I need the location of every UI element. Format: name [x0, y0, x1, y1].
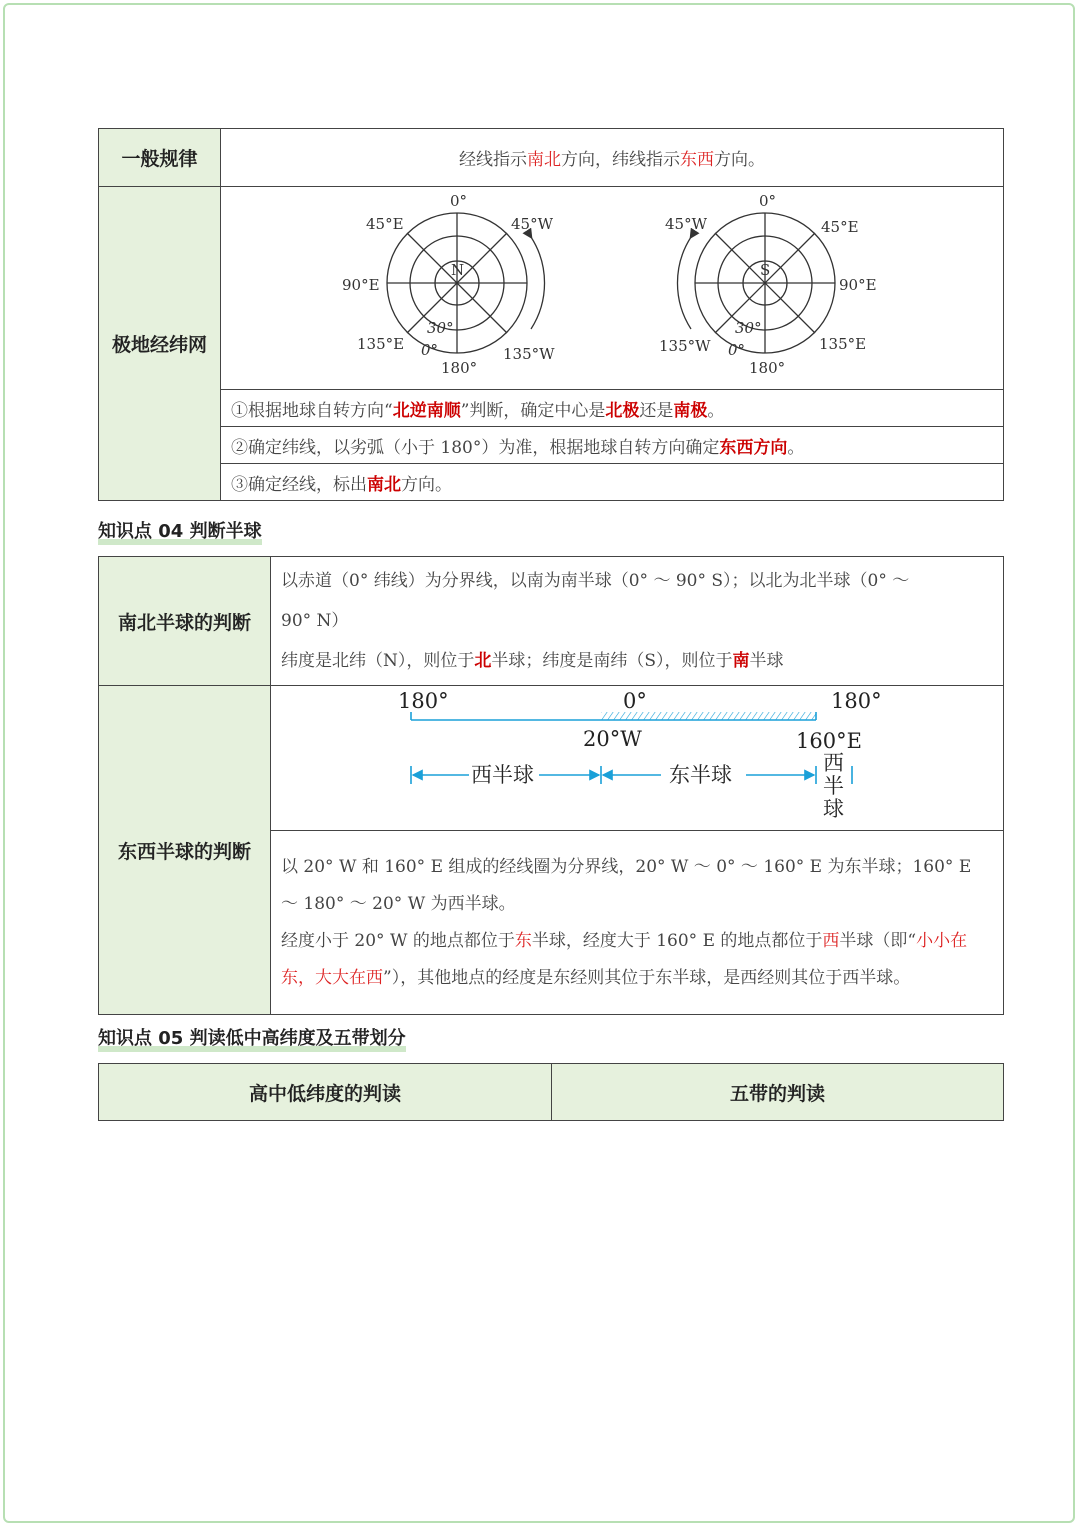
- ew-diagram-cell: [271, 686, 1004, 831]
- ew-diagram: [271, 686, 1001, 826]
- section-04-title: 知识点 04 判断半球: [98, 517, 262, 543]
- south-tl-label: 45°W: [665, 215, 708, 233]
- east-hemisphere-label: 东半球: [669, 763, 732, 787]
- north-lat30-label: 30°: [427, 319, 454, 337]
- west-hemisphere-vertical-3: 球: [823, 797, 844, 821]
- polar-step-3: ③确定经线，标出南北方向。: [221, 464, 1004, 501]
- section-05-title: 知识点 05 判读低中高纬度及五带划分: [98, 1024, 406, 1050]
- north-top-label: 0°: [450, 192, 468, 210]
- north-polar-grid: [387, 213, 545, 353]
- ew-para-2: 经度小于 20° W 的地点都位于东半球，经度大于 160° E 的地点都位于西半球（即“小小在东，大大在西”），其他地点的经度是东经则其位于东半球，是西经则其位于西半球。: [281, 930, 968, 988]
- south-br-label: 135°E: [819, 335, 867, 353]
- e160-label: 160°E: [796, 729, 862, 753]
- south-center-label: S: [760, 261, 771, 279]
- ns-text: [271, 557, 1004, 686]
- left-180-label: 180°: [398, 689, 449, 713]
- south-bottom-label: 180°: [749, 359, 786, 377]
- north-lat0-label: 0°: [421, 341, 439, 359]
- ns-header: 南北半球的判断: [99, 557, 271, 686]
- polar-diagram-svg: [221, 187, 1003, 385]
- ns-line-3: 纬度是北纬（N），则位于北半球；纬度是南纬（S），则位于南半球: [281, 651, 784, 671]
- hemisphere-table: [98, 556, 1004, 1015]
- polar-step-2: ②确定纬线，以劣弧（小于 180°）为准，根据地球自转方向确定东西方向。: [221, 427, 1004, 464]
- south-lat0-label: 0°: [728, 341, 746, 359]
- eastern-hemisphere-hatch: [601, 712, 816, 720]
- ew-para-1: 以 20° W 和 160° E 组成的经线圈为分界线，20° W ～ 0° ～ 160° E 为东半球；160° E ～ 180° ～ 20° W 为西半球。: [281, 856, 972, 914]
- west-hemisphere-vertical-1: 西: [823, 751, 844, 775]
- south-top-label: 0°: [759, 192, 777, 210]
- right-180-label: 180°: [831, 689, 882, 713]
- general-rule-header: 一般规律: [99, 129, 221, 187]
- zero-label: 0°: [623, 689, 647, 713]
- south-tr-label: 45°E: [821, 218, 859, 236]
- west-hemisphere-label: 西半球: [471, 763, 534, 787]
- ns-line-2: 90° N）: [281, 611, 349, 631]
- five-zones-header: 五带的判读: [552, 1064, 1004, 1121]
- polar-step-1: ①根据地球自转方向“北逆南顺”判断，确定中心是北极还是南极。: [221, 390, 1004, 427]
- north-bl-label: 135°E: [357, 335, 405, 353]
- south-lat30-label: 30°: [735, 319, 762, 337]
- ew-header: 东西半球的判断: [99, 686, 271, 1015]
- polar-grid-header: 极地经纬网: [99, 187, 221, 501]
- north-tr-label: 45°W: [511, 215, 554, 233]
- north-tl-label: 45°E: [366, 215, 404, 233]
- north-br-label: 135°W: [503, 345, 555, 363]
- latitude-zone-table: [98, 1063, 1004, 1121]
- polar-diagrams: [221, 187, 1004, 390]
- polar-table: [98, 128, 1004, 501]
- general-rule-text: 经线指示南北方向，纬线指示东西方向。: [221, 129, 1004, 187]
- w20-label: 20°W: [583, 727, 642, 751]
- south-bl-label: 135°W: [659, 337, 711, 355]
- north-left-label: 90°E: [342, 276, 380, 294]
- ns-line-1: 以赤道（0° 纬线）为分界线，以南为南半球（0° ～ 90° S）；以北为北半球（0° ～: [281, 571, 910, 591]
- west-hemisphere-vertical-2: 半: [823, 774, 844, 798]
- ew-text: [271, 831, 1004, 1015]
- south-right-label: 90°E: [839, 276, 877, 294]
- latitude-reading-header: 高中低纬度的判读: [99, 1064, 552, 1121]
- north-center-label: N: [451, 261, 465, 279]
- north-bottom-label: 180°: [441, 359, 478, 377]
